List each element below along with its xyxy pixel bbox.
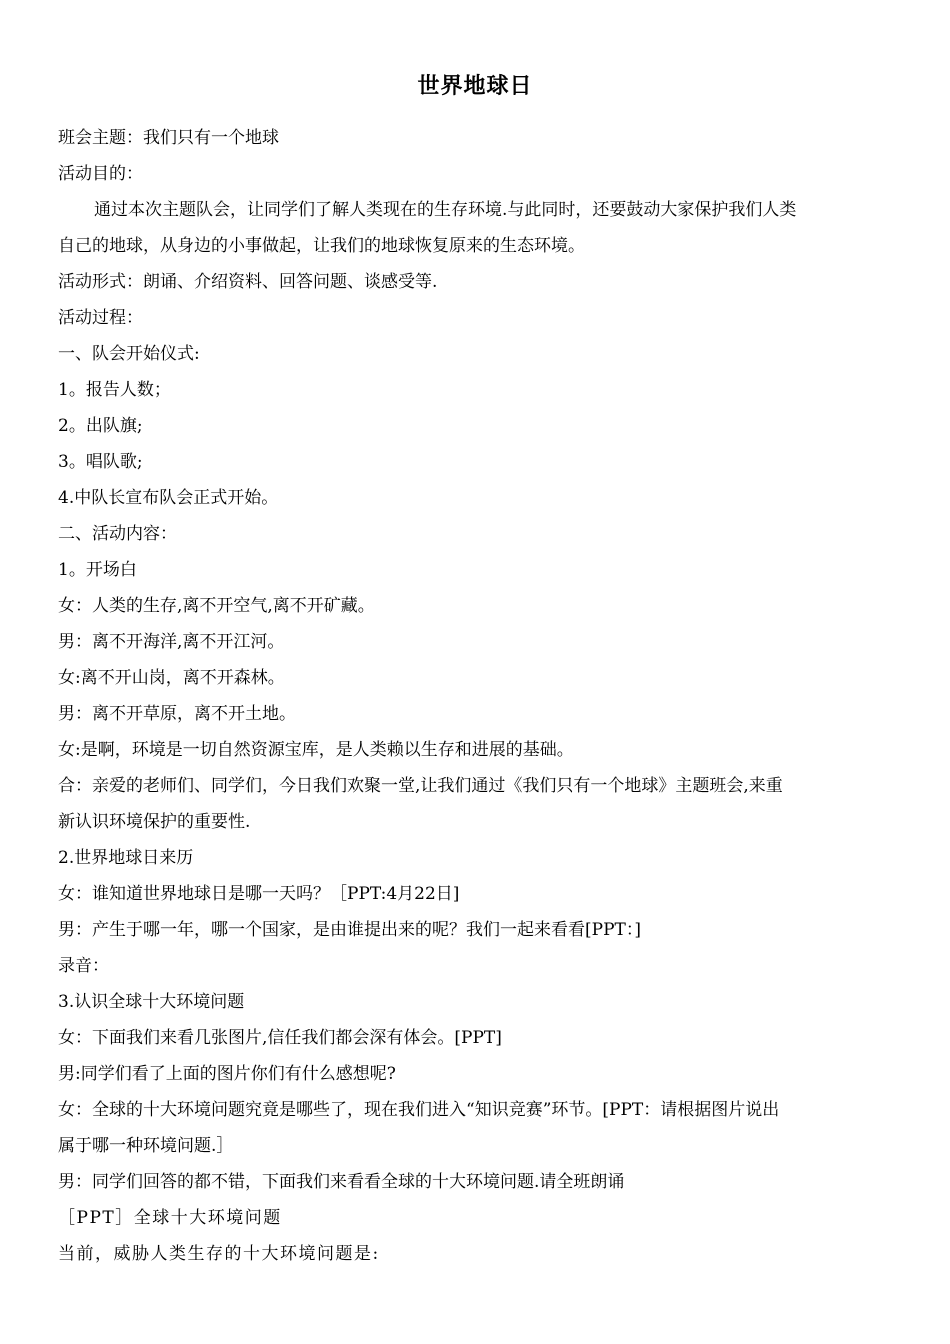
subsection-opening: 1。开场白 — [58, 560, 137, 580]
subsection-earth-day-origin: 2.世界地球日来历 — [58, 848, 194, 868]
meeting-theme-line: 班会主题：我们只有一个地球 — [58, 128, 279, 148]
list-item: 3。唱队歌; — [58, 452, 143, 472]
activity-form-line: 活动形式：朗诵、介绍资料、回答问题、谈感受等. — [58, 272, 438, 292]
section-one-heading: 一、队会开始仪式: — [58, 344, 200, 364]
purpose-paragraph-line-2: 自己的地球，从身边的小事做起，让我们的地球恢复原来的生态环境。 — [58, 236, 585, 256]
document-title: 世界地球日 — [417, 74, 533, 99]
activity-process-heading: 活动过程： — [58, 308, 143, 328]
dialogue-line: 女：谁知道世界地球日是哪一天吗？［PPT:4月22日] — [58, 884, 460, 904]
dialogue-line: 女：下面我们来看几张图片,信任我们都会深有体会。[PPT] — [58, 1028, 502, 1048]
dialogue-line: 男:同学们看了上面的图片你们有什么感想呢? — [58, 1064, 396, 1084]
dialogue-line-continued: 属于哪一种环境问题.］ — [58, 1136, 234, 1156]
dialogue-line-continued: 新认识环境保护的重要性. — [58, 812, 251, 832]
dialogue-line: 男：离不开海洋,离不开江河。 — [58, 632, 285, 652]
list-item: 4.中队长宣布队会正式开始。 — [58, 488, 279, 508]
intro-line: 当前，威胁人类生存的十大环境问题是: — [58, 1244, 380, 1264]
activity-purpose-heading: 活动目的： — [58, 164, 143, 184]
list-item: 1。报告人数； — [58, 380, 171, 400]
list-item: 2。出队旗; — [58, 416, 143, 436]
dialogue-line: 合：亲爱的老师们、同学们，今日我们欢聚一堂,让我们通过《我们只有一个地球》主题班会,来重 — [58, 776, 783, 796]
dialogue-line: 女:是啊，环境是一切自然资源宝库，是人类赖以生存和进展的基础。 — [58, 740, 574, 760]
ppt-heading-line: ［PPT］全球十大环境问题 — [58, 1208, 282, 1228]
dialogue-line: 男：离不开草原，离不开土地。 — [58, 704, 296, 724]
dialogue-line: 女：全球的十大环境问题究竟是哪些了，现在我们进入“知识竞赛”环节。[PPT：请根据图片说出 — [58, 1100, 780, 1120]
subsection-environment-problems: 3.认识全球十大环境问题 — [58, 992, 245, 1012]
recording-label: 录音： — [58, 956, 109, 976]
dialogue-line: 女：人类的生存,离不开空气,离不开矿藏。 — [58, 596, 375, 616]
dialogue-line: 男：产生于哪一年，哪一个国家，是由谁提出来的呢？我们一起来看看[PPT：] — [58, 920, 641, 940]
dialogue-line: 女:离不开山岗，离不开森林。 — [58, 668, 285, 688]
purpose-paragraph-line-1: 通过本次主题队会，让同学们了解人类现在的生存环境.与此同时，还要鼓动大家保护我们人类 — [94, 200, 797, 220]
document-body — [58, 120, 894, 1272]
dialogue-line: 男：同学们回答的都不错，下面我们来看看全球的十大环境问题.请全班朗诵 — [58, 1172, 625, 1192]
section-two-heading: 二、活动内容： — [58, 524, 177, 544]
